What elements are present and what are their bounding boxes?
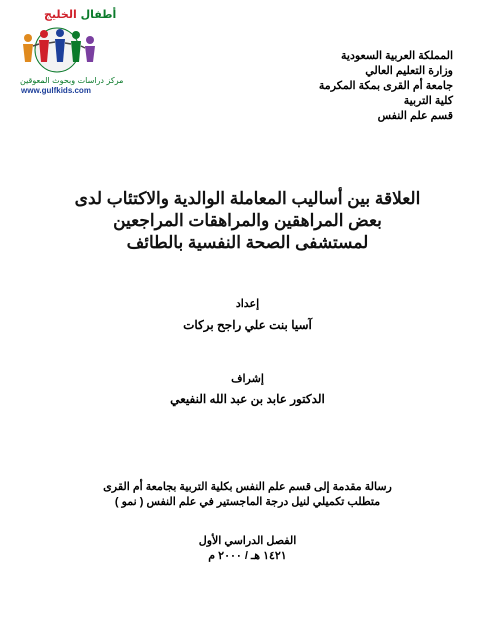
thesis-statement-line2: متطلب تكميلي لنيل درجة الماجستير في علم النفس ( نمو ) [114, 496, 381, 508]
logo-title-part2: الخليج [44, 8, 77, 21]
thesis-statement-line1: رسالة مقدمة إلى قسم علم النفس بكلية التربية بجامعة أم القرى [103, 481, 392, 493]
children-emblem-icon [12, 24, 102, 76]
institution-country: المملكة العربية السعودية [341, 50, 453, 62]
supervision-label: إشراف [231, 373, 264, 385]
institution-university: جامعة أم القرى بمكة المكرمة [318, 80, 453, 92]
institution-college: كلية التربية [403, 95, 453, 107]
academic-term-label: الفصل الدراسي الأول [198, 535, 297, 547]
academic-date: ١٤٢١ هـ / ٢٠٠٠ م [208, 550, 287, 562]
supervisor-name: الدكتور عابد بن عبد الله النفيعي [170, 392, 325, 406]
institution-ministry: وزارة التعليم العالي [365, 65, 453, 77]
prepared-label: إعداد [235, 298, 260, 310]
logo-title [44, 8, 116, 21]
logo-title-part1: أطفال [80, 8, 117, 21]
thesis-title-line1: العلاقة بين أساليب المعاملة الوالدية والاكتئاب لدى [74, 189, 421, 208]
institution-header [319, 49, 453, 124]
thesis-title-line2: بعض المراهقين والمراهقات المراجعين [113, 211, 382, 230]
logo-caption: مركز دراسات وبحوث المعوقين [20, 76, 124, 85]
thesis-statement [0, 480, 495, 510]
thesis-title-line3: لمستشفى الصحة النفسية بالطائف [126, 233, 369, 252]
thesis-title [0, 188, 495, 254]
gulf-kids-logo [8, 4, 124, 104]
logo-url: www.gulfkids.com [21, 86, 91, 95]
academic-term [0, 534, 495, 564]
author-name: آسيا بنت علي راجح بركات [183, 318, 312, 332]
institution-department: قسم علم النفس [377, 110, 453, 122]
